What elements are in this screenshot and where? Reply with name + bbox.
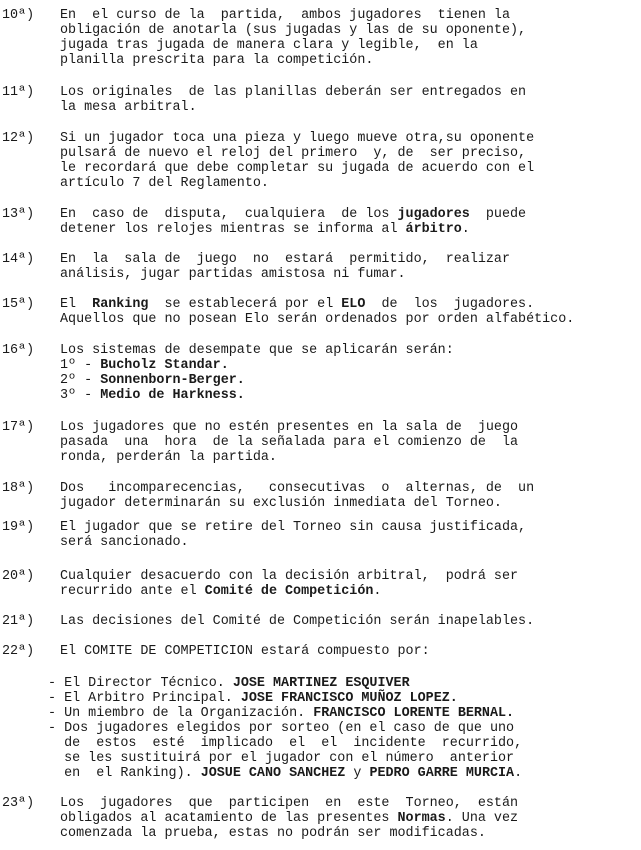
text-line [60,8,638,23]
text-segment: detener los relojes mientras se informa al [60,222,406,237]
text-segment: Cualquier desacuerdo con la decisión arbitral, podrá ser [60,569,519,584]
rule-number: 12ª) [2,131,35,146]
text-segment: ronda, perderán la partida. [60,450,277,465]
text-line [60,131,638,146]
rule-text [60,131,638,191]
text-segment: . [514,766,523,781]
text-segment: pasada una hora de la señalada para el comienzo de la [60,435,519,450]
rule-number: 22ª) [2,644,35,659]
rule-text [60,569,638,599]
text-line [60,569,638,584]
bold-text: árbitro [405,222,462,237]
text-segment: Los jugadores que no estén presentes en la sala de juego [60,420,519,435]
text-segment: Dos incomparecencias, consecutivas o alternas, de un [60,481,535,496]
rule-text [60,520,638,550]
text-line [60,450,638,465]
text-segment: Aquellos que no posean Elo serán ordenados por orden alfabético. [60,312,575,327]
bold-text: FRANCISCO LORENTE BERNAL. [313,706,515,721]
text-line [60,496,638,511]
text-line [60,358,638,373]
text-segment: Los originales de las planillas deberán ser entregados en [60,85,527,100]
bold-text: Comité de Competición [204,584,374,599]
bold-text: Ranking [92,297,149,312]
text-line [60,38,638,53]
bold-text: Normas [397,811,446,826]
text-segment: 1º - [60,358,101,373]
text-segment: Los jugadores que participen en este Torneo, están [60,796,519,811]
text-segment: análisis, jugar partidas amistosa ni fumar. [60,267,406,282]
rule-text [60,796,638,841]
text-segment: jugada tras jugada de manera clara y legible, en la [60,38,478,53]
text-segment: . Una vez [445,811,519,826]
rule-number: 14ª) [2,252,35,267]
text-segment: artículo 7 del Reglamento. [60,176,269,191]
text-line [60,614,638,629]
text-line [60,535,638,550]
text-segment: - Un miembro de la Organización. [48,706,314,721]
text-segment: - El Director Técnico. [48,676,233,691]
text-segment: en el Ranking). [48,766,201,781]
text-line [48,691,638,706]
text-segment: será sancionado. [60,535,189,550]
rule-number: 21ª) [2,614,35,629]
text-segment: jugador determinarán su exclusión inmediata del Torneo. [60,496,502,511]
text-segment: 2º - [60,373,101,388]
text-segment: obligados al acatamiento de las presentes [60,811,398,826]
text-line [60,584,638,599]
text-segment: 3º - [60,388,101,403]
text-line [48,766,638,781]
text-line [60,796,638,811]
rule-number: 11ª) [2,85,35,100]
bold-text: Bucholz Standar. [100,358,229,373]
text-line [48,676,638,691]
rule-text [60,481,638,511]
text-line [60,23,638,38]
bold-text: jugadores [397,207,470,222]
text-line [60,100,638,115]
rule-number: 20ª) [2,569,35,584]
text-segment: obligación de anotarla (sus jugadas y las de su oponente), [60,23,527,38]
text-line [60,420,638,435]
text-line [60,207,638,222]
rule-text [60,207,638,237]
text-segment: de estos esté implicado el el incidente recurrido, [48,736,523,751]
text-line [60,826,638,841]
text-segment: En el curso de la partida, ambos jugadores tienen la [60,8,510,23]
text-segment: - El Arbitro Principal. [48,691,241,706]
committee-members-list [48,676,638,781]
text-segment: En caso de disputa, cualquiera de los [60,207,398,222]
rule-text [60,420,638,465]
rule-number: 15ª) [2,297,35,312]
text-line [60,161,638,176]
bold-text: JOSE MARTINEZ ESQUIVER [232,676,410,691]
text-line [48,721,638,736]
text-segment: le recordará que debe completar su jugada de acuerdo con el [60,161,535,176]
text-line [60,267,638,282]
text-segment: Las decisiones del Comité de Competición serán inapelables. [60,614,535,629]
text-line [60,811,638,826]
text-line [60,343,638,358]
text-segment: Si un jugador toca una pieza y luego mueve otra,su oponente [60,131,535,146]
text-segment: comenzada la prueba, estas no podrán ser modificadas. [60,826,486,841]
text-line [60,644,638,659]
text-segment: . [461,222,470,237]
text-segment: puede [469,207,527,222]
text-line [60,85,638,100]
text-segment: El COMITE DE COMPETICION estará compuesto por: [60,644,430,659]
text-line [60,297,638,312]
text-line [60,252,638,267]
rule-text [60,343,638,403]
bold-text: Sonnenborn-Berger. [100,373,245,388]
rule-number: 23ª) [2,796,35,811]
text-segment: recurrido ante el [60,584,205,599]
text-segment: El jugador que se retire del Torneo sin causa justificada, [60,520,527,535]
rule-text [60,85,638,115]
text-segment: se establecerá por el [148,297,342,312]
text-segment: planilla prescrita para la competición. [60,53,374,68]
rule-text [60,644,638,659]
text-segment: y [345,766,370,781]
rule-text [60,8,638,68]
text-line [60,435,638,450]
text-segment: pulsará de nuevo el reloj del primero y, de ser preciso, [60,146,527,161]
text-segment: En la sala de juego no estará permitido, realizar [60,252,510,267]
rule-text [60,252,638,282]
text-line [60,481,638,496]
text-segment: El [60,297,93,312]
bold-text: JOSUE CANO SANCHEZ [200,766,346,781]
text-line [48,751,638,766]
bold-text: ELO [341,297,366,312]
text-segment: - Dos jugadores elegidos por sorteo (en el caso de que uno [48,721,515,736]
text-line [60,388,638,403]
text-segment: se les sustituirá por el jugador con el número anterior [48,751,515,766]
text-segment: la mesa arbitral. [60,100,197,115]
text-line [48,706,638,721]
text-segment: Los sistemas de desempate que se aplicarán serán: [60,343,454,358]
bold-text: Medio de Harkness. [100,388,245,403]
rule-number: 19ª) [2,520,35,535]
text-line [60,520,638,535]
text-line [60,373,638,388]
text-line [48,736,638,751]
rule-number: 10ª) [2,8,35,23]
rule-text [60,614,638,629]
text-segment: de los jugadores. [365,297,535,312]
text-line [60,53,638,68]
text-line [60,146,638,161]
rule-number: 13ª) [2,207,35,222]
text-line [60,312,638,327]
bold-text: PEDRO GARRE MURCIA [369,766,515,781]
rule-text [60,297,638,327]
rule-number: 18ª) [2,481,35,496]
rule-number: 17ª) [2,420,35,435]
text-line [60,176,638,191]
rule-number: 16ª) [2,343,35,358]
text-segment: . [373,584,382,599]
text-line [60,222,638,237]
bold-text: JOSE FRANCISCO MUÑOZ LOPEZ. [240,691,458,706]
